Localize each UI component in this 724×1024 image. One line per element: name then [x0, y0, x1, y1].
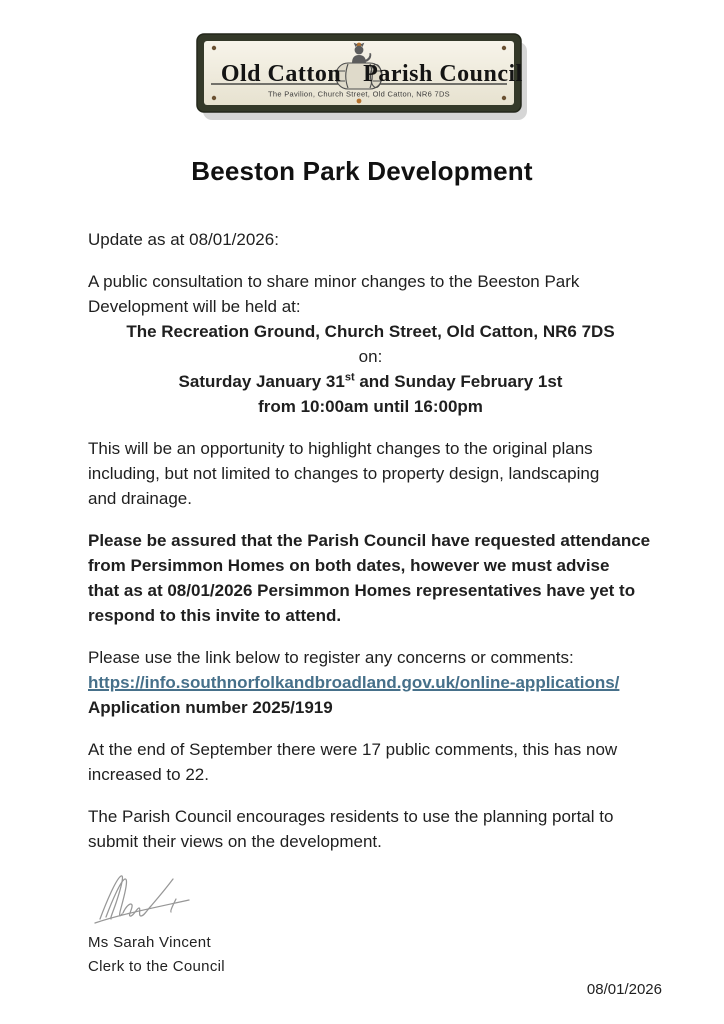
text-line: respond to this invite to attend.	[88, 606, 342, 625]
planning-portal-link[interactable]: https://info.southnorfolkandbroadland.gov.uk/online-applications/	[88, 673, 620, 692]
intro-paragraph	[88, 269, 653, 319]
parish-council-sign	[195, 32, 529, 129]
comments-paragraph	[88, 737, 653, 787]
text-line: from Persimmon Homes on both dates, however we must advise	[88, 556, 610, 575]
signatory-name: Ms Sarah Vincent	[88, 934, 211, 951]
signature-block	[88, 871, 653, 979]
dates-line	[88, 369, 653, 394]
sign-name-left: Old Catton	[220, 61, 342, 87]
sign-logo-image	[195, 32, 529, 124]
screw-icon	[212, 46, 216, 50]
text-line: submit their views on the development.	[88, 832, 382, 851]
link-intro-line: Please use the link below to register any concerns or comments:	[88, 648, 574, 667]
application-number-line: Application number 2025/1919	[88, 698, 333, 717]
screw-icon	[502, 46, 506, 50]
text-line: Please be assured that the Parish Council have requested attendance	[88, 531, 651, 550]
screw-icon	[357, 99, 362, 104]
page-title: Beeston Park Development	[191, 156, 533, 186]
ordinal-superscript: st	[344, 371, 355, 384]
text-line: Update as at 08/01/2026:	[88, 230, 279, 249]
event-details-block	[88, 319, 653, 419]
screw-icon	[212, 96, 216, 100]
sign-caption: The Pavilion, Church Street, Old Catton, NR6 7DS	[268, 89, 450, 99]
update-paragraph	[88, 227, 653, 252]
text-line: that as at 08/01/2026 Persimmon Homes representatives have yet to	[88, 581, 636, 600]
screw-icon	[502, 96, 506, 100]
encourage-paragraph	[88, 804, 653, 854]
signature-image	[90, 871, 202, 925]
opportunity-paragraph	[88, 436, 653, 511]
text-line: A public consultation to share minor changes to the Beeston Park	[88, 272, 580, 291]
register-block	[88, 645, 653, 720]
venue-line: The Recreation Ground, Church Street, Old Catton, NR6 7DS	[126, 322, 615, 341]
sign-name-right: Parish Council	[363, 61, 523, 87]
signatory-title: Clerk to the Council	[88, 958, 225, 975]
dates-text: and Sunday February 1st	[354, 372, 563, 391]
text-line: This will be an opportunity to highlight changes to the original plans	[88, 439, 593, 458]
text-line: increased to 22.	[88, 765, 209, 784]
text-line: The Parish Council encourages residents to use the planning portal to	[88, 807, 614, 826]
text-line: and drainage.	[88, 489, 192, 508]
text-line: Development will be held at:	[88, 297, 301, 316]
on-line: on:	[358, 347, 383, 366]
document-body	[88, 227, 653, 979]
text-line: At the end of September there were 17 public comments, this has now	[88, 740, 618, 759]
times-line: from 10:00am until 16:00pm	[258, 397, 483, 416]
dates-text: Saturday January 31	[178, 372, 345, 391]
text-line: including, but not limited to changes to property design, landscaping	[88, 464, 600, 483]
assurance-paragraph	[88, 528, 653, 628]
footer-date: 08/01/2026	[586, 981, 662, 998]
